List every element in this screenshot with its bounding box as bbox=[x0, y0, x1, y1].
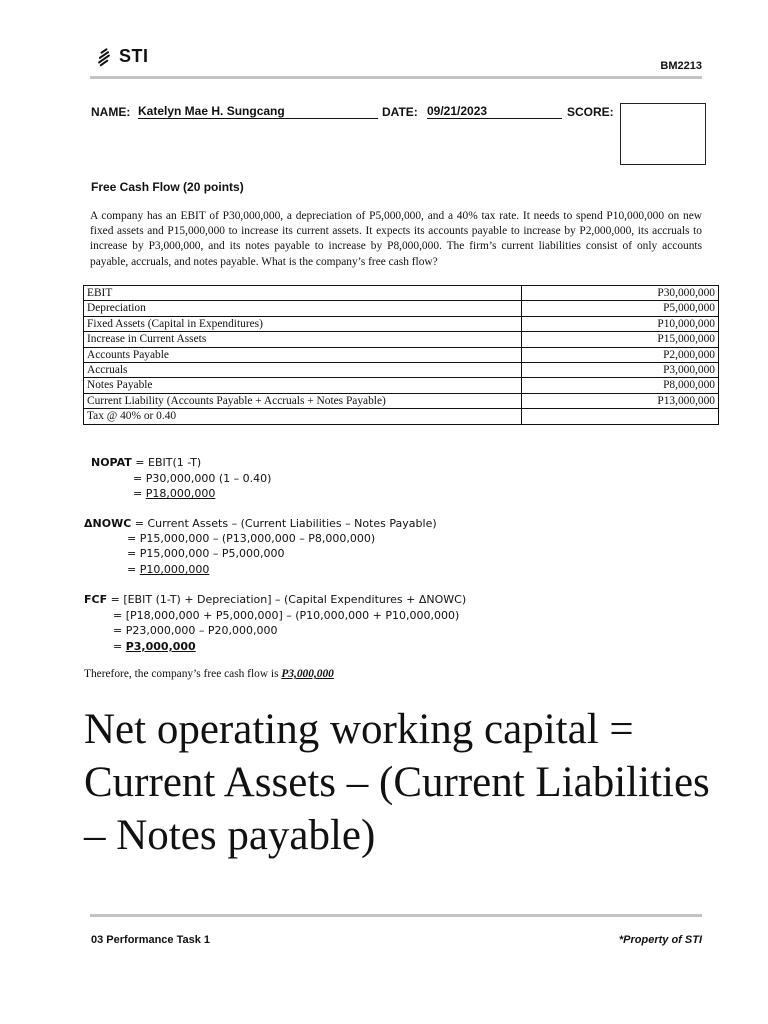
date-field: 09/21/2023 bbox=[427, 105, 562, 119]
nowc-definition: Net operating working capital = Current Assets – (Current Liabilities – Notes payable) bbox=[84, 706, 710, 859]
nowc-formula: = Current Assets – (Current Liabilities – Notes Payable) bbox=[131, 517, 437, 530]
data-table bbox=[83, 285, 719, 425]
footer-divider bbox=[90, 914, 702, 917]
conclusion-text: Therefore, the company’s free cash flow is bbox=[84, 668, 282, 680]
table-row bbox=[84, 393, 719, 408]
score-label: SCORE: bbox=[567, 105, 614, 119]
table-row bbox=[84, 316, 719, 331]
sti-logo bbox=[96, 46, 149, 67]
table-row bbox=[84, 301, 719, 316]
nowc-result: P10,000,000 bbox=[139, 563, 210, 576]
conclusion bbox=[84, 668, 334, 680]
nowc-term: ΔNOWC bbox=[84, 517, 132, 530]
name-label: NAME: bbox=[91, 105, 131, 119]
table-row bbox=[84, 332, 719, 347]
header-divider bbox=[90, 76, 702, 79]
course-code: BM2213 bbox=[660, 60, 702, 72]
table-cell-label: Depreciation bbox=[84, 301, 522, 316]
table-cell-value: P5,000,000 bbox=[522, 301, 719, 316]
table-cell-label: Accounts Payable bbox=[84, 347, 522, 362]
table-cell-label: Increase in Current Assets bbox=[84, 332, 522, 347]
date-label: DATE: bbox=[382, 105, 418, 119]
table-cell-value bbox=[522, 409, 719, 424]
table-cell-label: Fixed Assets (Capital in Expenditures) bbox=[84, 316, 522, 331]
nopat-line-1 bbox=[91, 455, 201, 471]
table-cell-value: P15,000,000 bbox=[522, 332, 719, 347]
fcf-eq: = bbox=[113, 640, 126, 653]
nopat-eq: = bbox=[133, 487, 146, 500]
score-box bbox=[620, 103, 706, 165]
table-cell-value: P8,000,000 bbox=[522, 378, 719, 393]
name-field: Katelyn Mae H. Sungcang bbox=[138, 105, 378, 119]
table-cell-value: P2,000,000 bbox=[522, 347, 719, 362]
table-cell-label: Accruals bbox=[84, 363, 522, 378]
table-row bbox=[84, 347, 719, 362]
table-cell-label: EBIT bbox=[84, 286, 522, 301]
table-cell-value: P30,000,000 bbox=[522, 286, 719, 301]
fcf-formula: = [EBIT (1-T) + Depreciation] – (Capital Expenditures + ΔNOWC) bbox=[107, 593, 467, 606]
table-cell-value: P3,000,000 bbox=[522, 363, 719, 378]
conclusion-answer: P3,000,000 bbox=[281, 668, 334, 680]
nopat-line-3 bbox=[133, 486, 215, 502]
nowc-eq: = bbox=[127, 563, 140, 576]
table-cell-label: Notes Payable bbox=[84, 378, 522, 393]
nowc-line-3: = P15,000,000 – P5,000,000 bbox=[127, 547, 285, 560]
nowc-line-2: = P15,000,000 – (P13,000,000 – P8,000,000) bbox=[127, 532, 376, 545]
footer-property-label: *Property of STI bbox=[618, 934, 702, 946]
nowc-line-1 bbox=[84, 516, 437, 532]
footer-task-label: 03 Performance Task 1 bbox=[91, 934, 211, 946]
table-cell-label: Tax @ 40% or 0.40 bbox=[84, 409, 522, 424]
nowc-line-4 bbox=[127, 562, 209, 578]
sti-logo-mark-icon bbox=[96, 48, 118, 66]
nopat-formula: = EBIT(1 -T) bbox=[131, 456, 202, 469]
table-row bbox=[84, 409, 719, 424]
table-cell-label: Current Liability (Accounts Payable + Accruals + Notes Payable) bbox=[84, 393, 522, 408]
logo-text: STI bbox=[119, 46, 149, 66]
table-cell-value: P10,000,000 bbox=[522, 316, 719, 331]
table-row bbox=[84, 286, 719, 301]
fcf-line-2: = [P18,000,000 + P5,000,000] – (P10,000,000 + P10,000,000) bbox=[113, 609, 460, 622]
nopat-line-2: = P30,000,000 (1 – 0.40) bbox=[133, 472, 272, 485]
fcf-line-4 bbox=[113, 639, 196, 655]
table-row bbox=[84, 363, 719, 378]
fcf-term: FCF bbox=[84, 593, 108, 606]
fcf-line-1 bbox=[84, 592, 466, 608]
fcf-line-3: = P23,000,000 – P20,000,000 bbox=[113, 624, 278, 637]
table-row bbox=[84, 378, 719, 393]
table-cell-value: P13,000,000 bbox=[522, 393, 719, 408]
fcf-result: P3,000,000 bbox=[125, 640, 196, 653]
section-title: Free Cash Flow (20 points) bbox=[91, 180, 244, 194]
nopat-term: NOPAT bbox=[91, 456, 132, 469]
nopat-result: P18,000,000 bbox=[145, 487, 216, 500]
problem-statement: A company has an EBIT of P30,000,000, a depreciation of P5,000,000, and a 40% tax rate. It needs to spend P10,000,000 on new fixed assets and P15,000,000 to increase its current assets. It expects its accounts payable to increase by P2,000,000, its accruals to increase by P3,000,000, and its notes payable to increase by P8,000,000. The firm’s current liabilities consist of only accounts payable, accruals, and notes payable. What is the company’s free cash flow? bbox=[90, 210, 702, 268]
